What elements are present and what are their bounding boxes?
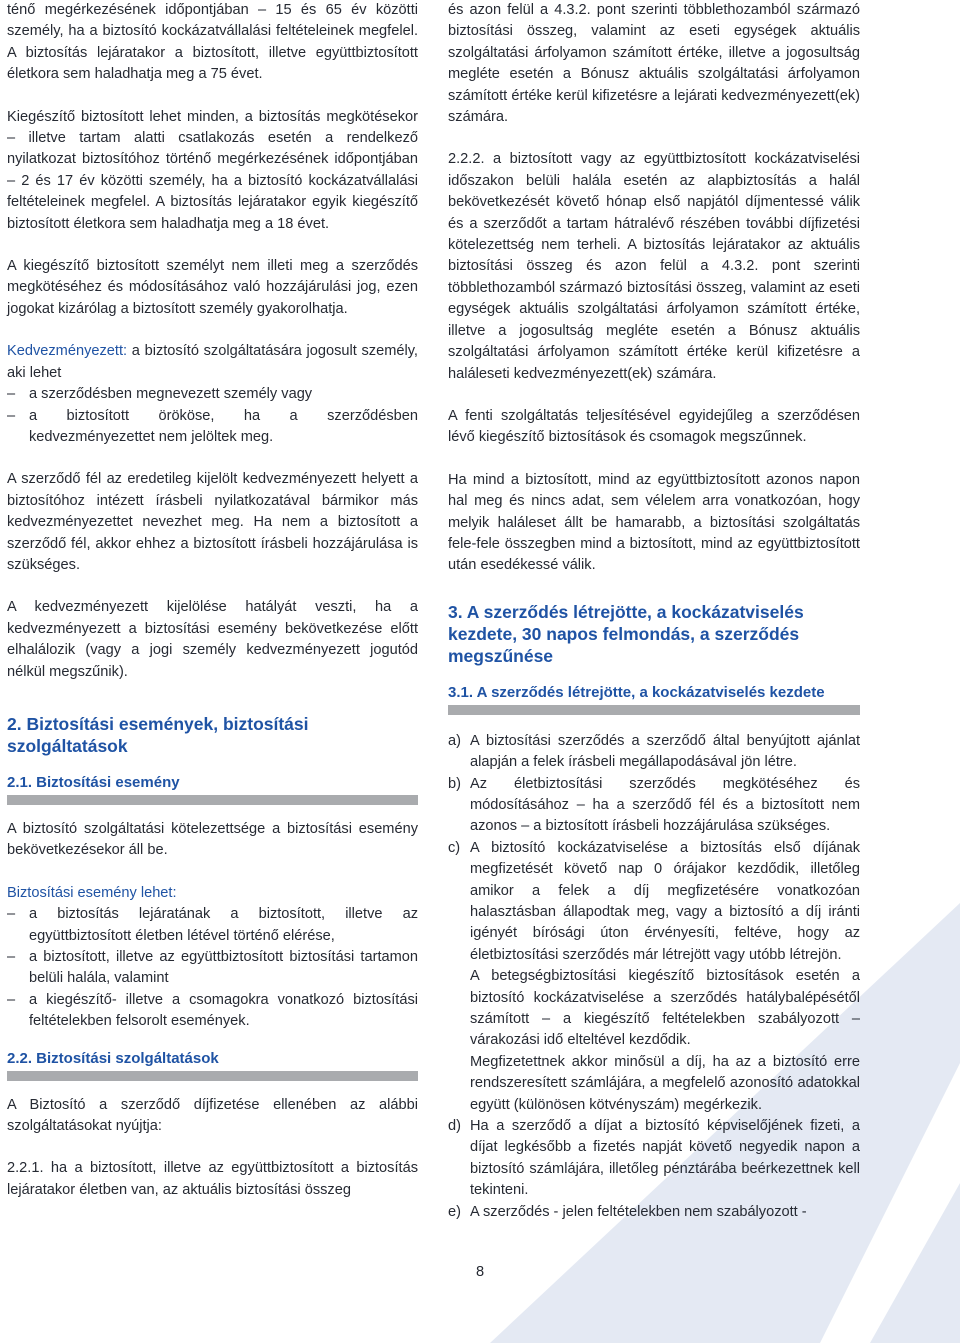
beneficiary-definition — [7, 341, 418, 384]
list-item: – a biztosított, illetve az együttbiztosított biztosítási tartamon belüli halála, valamint — [7, 947, 418, 990]
paragraph: A szerződő fél az eredetileg kijelölt kedvezményezett helyett a biztosítóhoz intézett írásbeli nyilatkozatával bármikor más kedvezményezettet nevezhet meg. Ha nem a biztosított a szerződő fél, akkor ehhez a biztosított írásbeli hozzájárulása is szükséges. — [7, 471, 418, 573]
term-label: Biztosítási esemény lehet: — [7, 884, 177, 901]
item-text: Megfizetettnek akkor minősül a díj, ha az a biztosító erre rendszeresített számlájára, a megfelelő azonosító adatokkal együtt (különösen kötvényszám) megérkezik. — [470, 1053, 860, 1113]
item-text: A szerződés - jelen feltételekben nem szabályozott - — [470, 1203, 807, 1220]
item-text: Az életbiztosítási szerződés megkötéséhez és módosításához – ha a szerződő fél és a biztosított nem azonos – a biztosított írásbeli hozzájárulása szükséges. — [470, 775, 860, 835]
heading-underline — [448, 705, 860, 715]
list-item — [448, 1116, 860, 1202]
paragraph: A kiegészítő biztosított személyt nem illeti meg a szerződés megkötéséhez és módosításához való hozzájárulási jog, ezen jogokat kizárólag a biztosított személy gyakorolhatja. — [7, 258, 418, 317]
subsection-heading: 2.2. Biztosítási szolgáltatások — [7, 1049, 219, 1067]
paragraph: 2.2.1. ha a biztosított, illetve az együttbiztosított a biztosítás lejáratakor életben van, az aktuális biztosítási összeg — [7, 1160, 418, 1198]
list-item — [448, 838, 860, 966]
heading-underline — [7, 1071, 418, 1081]
list-item — [448, 966, 860, 1052]
right-column — [448, 0, 860, 1223]
paragraph: ténő megérkezésének időpontjában – 15 és 65 év közötti személy, ha a biztosító kockázatvállalási feltételeinek megfelel. A biztosítás lejáratakor a biztosított, illetve együttbiztosított életkora sem haladhatja meg a 75 évet. — [7, 2, 418, 83]
item-marker: c) — [448, 839, 461, 856]
item-marker: b) — [448, 775, 461, 792]
paragraph: Kiegészítő biztosított lehet minden, a biztosítás megkötésekor – illetve tartam alatti csatlakozás esetén a rendelkező nyilatkozat biztosítóhoz történő megérkezésének időpontjában – 2 és 17 év közötti személy, ha a biztosító kockázatvállalási feltételeinek megfelel. A biztosítás lejáratakor egyik kiegészítő biztosított életkora sem haladhatja meg a 18 évet. — [7, 108, 418, 232]
list-item — [448, 1202, 860, 1223]
item-text: A betegségbiztosítási kiegészítő biztosítások esetén a biztosító kockázatviselése a szerződés hatálybalépésétől számított – a kiegészítő feltételekben szabályozott – várakozási idő elteltével kezdődik. — [470, 968, 860, 1049]
paragraph: Ha mind a biztosított, mind az együttbiztosított azonos napon hal meg és nincs adat, sem vélelem arra vonatkozóan, hogy melyik haláleset állt be hamarabb, a biztosítási szolgáltatás fele-fele összegben mind a biztosított, mind az együttbiztosított után esedékessé válik. — [448, 471, 860, 574]
subsection-heading: 3.1. A szerződés létrejötte, a kockázatviselés kezdete — [448, 683, 825, 701]
item-marker: d) — [448, 1118, 461, 1135]
section-heading: 3. A szerződés létrejötte, a kockázatviselés kezdete, 30 napos felmondás, a szerződés megszűnése — [448, 601, 804, 666]
definition-text: a biztosító szolgáltatására jogosult személy, aki lehet — [7, 343, 418, 381]
paragraph: A Biztosító a szerződő díjfizetése ellenében az alábbi szolgáltatásokat nyújtja: — [7, 1096, 418, 1135]
list-item: – a kiegészítő- illetve a csomagokra vonatkozó biztosítási feltételekben felsorolt események. — [7, 990, 418, 1033]
paragraph: A fenti szolgáltatás teljesítésével egyidejűleg a szerződésen lévő kiegészítő biztosítások és csomagok megszűnnek. — [448, 407, 860, 446]
term-label: Kedvezményezett: — [7, 343, 128, 360]
list-item — [448, 731, 860, 774]
paragraph: A kedvezményezett kijelölése hatályát veszti, ha a kedvezményezett a biztosítási esemény bekövetkezése előtt elhalálozik (vagy a jogi személy kedvezményezett jogutód nélkül megszűnik). — [7, 599, 418, 680]
subsection-heading: 2.1. Biztosítási esemény — [7, 773, 180, 791]
list-item: – a szerződésben megnevezett személy vagy — [7, 384, 418, 405]
beneficiary-list — [7, 384, 418, 448]
heading-underline — [7, 795, 418, 805]
item-marker: a) — [448, 732, 461, 749]
item-marker: e) — [448, 1203, 461, 1220]
paragraph: és azon felül a 4.3.2. pont szerinti többlethozamból származó biztosítási összeg, valamint az eseti egységek aktuális szolgáltatási árfolyamon számított értéke, illetve a jogosultság megléte esetén a Bónusz aktuális szolgáltatási árfolyamon számított értéke kerül kifizetésre a lejárati kedvezményezett(ek) számára. — [448, 2, 860, 126]
paragraph: A biztosító szolgáltatási kötelezettsége a biztosítási esemény bekövetkezésekor áll be. — [7, 820, 418, 859]
item-text: Ha a szerződő a díjat a biztosító képviselőjének fizeti, a díjat legkésőbb a fizetés napját követő negyedik napon a biztosító számlájára, illetőleg pénztárába beérkezettnek kell tekinteni. — [470, 1118, 860, 1199]
list-item — [448, 1052, 860, 1116]
list-item: – a biztosítás lejáratának a biztosított, illetve az együttbiztosított életben létével történő elérése, — [7, 904, 418, 947]
paragraph: 2.2.2. a biztosított vagy az együttbiztosított kockázatviselési időszakon belüli halála esetén az alapbiztosítás a halál bekövetkezését követő hónap első napjától díjmentessé válik és a szerződőt a tartam hátralévő részében további díjfizetési kötelezettség nem terheli. A biztosítás lejáratakor az aktuális biztosítási összeg és azon felül a 4.3.2. pont szerinti többlethozamból származó biztosítási összeg, valamint az eseti egységek aktuális szolgáltatási árfolyamon számított értéke, illetve a jogosultság megléte esetén a Bónusz aktuális szolgáltatási árfolyamon számított értéke kerül kifizetésre a haláleseti kedvezményezett(ek) számára. — [448, 151, 860, 382]
section-heading: 2. Biztosítási események, biztosítási szolgáltatások — [7, 713, 309, 756]
contract-conditions-list — [448, 731, 860, 1223]
list-item: – a biztosított örököse, ha a szerződésben kedvezményezettet nem jelöltek meg. — [7, 406, 418, 449]
left-column — [7, 0, 418, 1201]
list-item — [448, 774, 860, 838]
page-number: 8 — [475, 1264, 485, 1280]
item-text: A biztosító kockázatviselése a biztosítás első díjának megfizetését követő nap 0 órájakor kezdődik, illetőleg amikor a felek a díj megfizetésére vonatkozóan halasztásban állapodtak meg, vagy a biztosító a díj iránti igényét bírósági úton érvényesíti, feltéve, hogy az életbiztosítási szerződés már létrejött vagy utóbb létrejön. — [470, 839, 860, 963]
insured-events-list — [7, 904, 418, 1032]
item-text: A biztosítási szerződés a szerződő által benyújtott ajánlat alapján a felek írásbeli megállapodásával jön létre. — [470, 732, 860, 771]
